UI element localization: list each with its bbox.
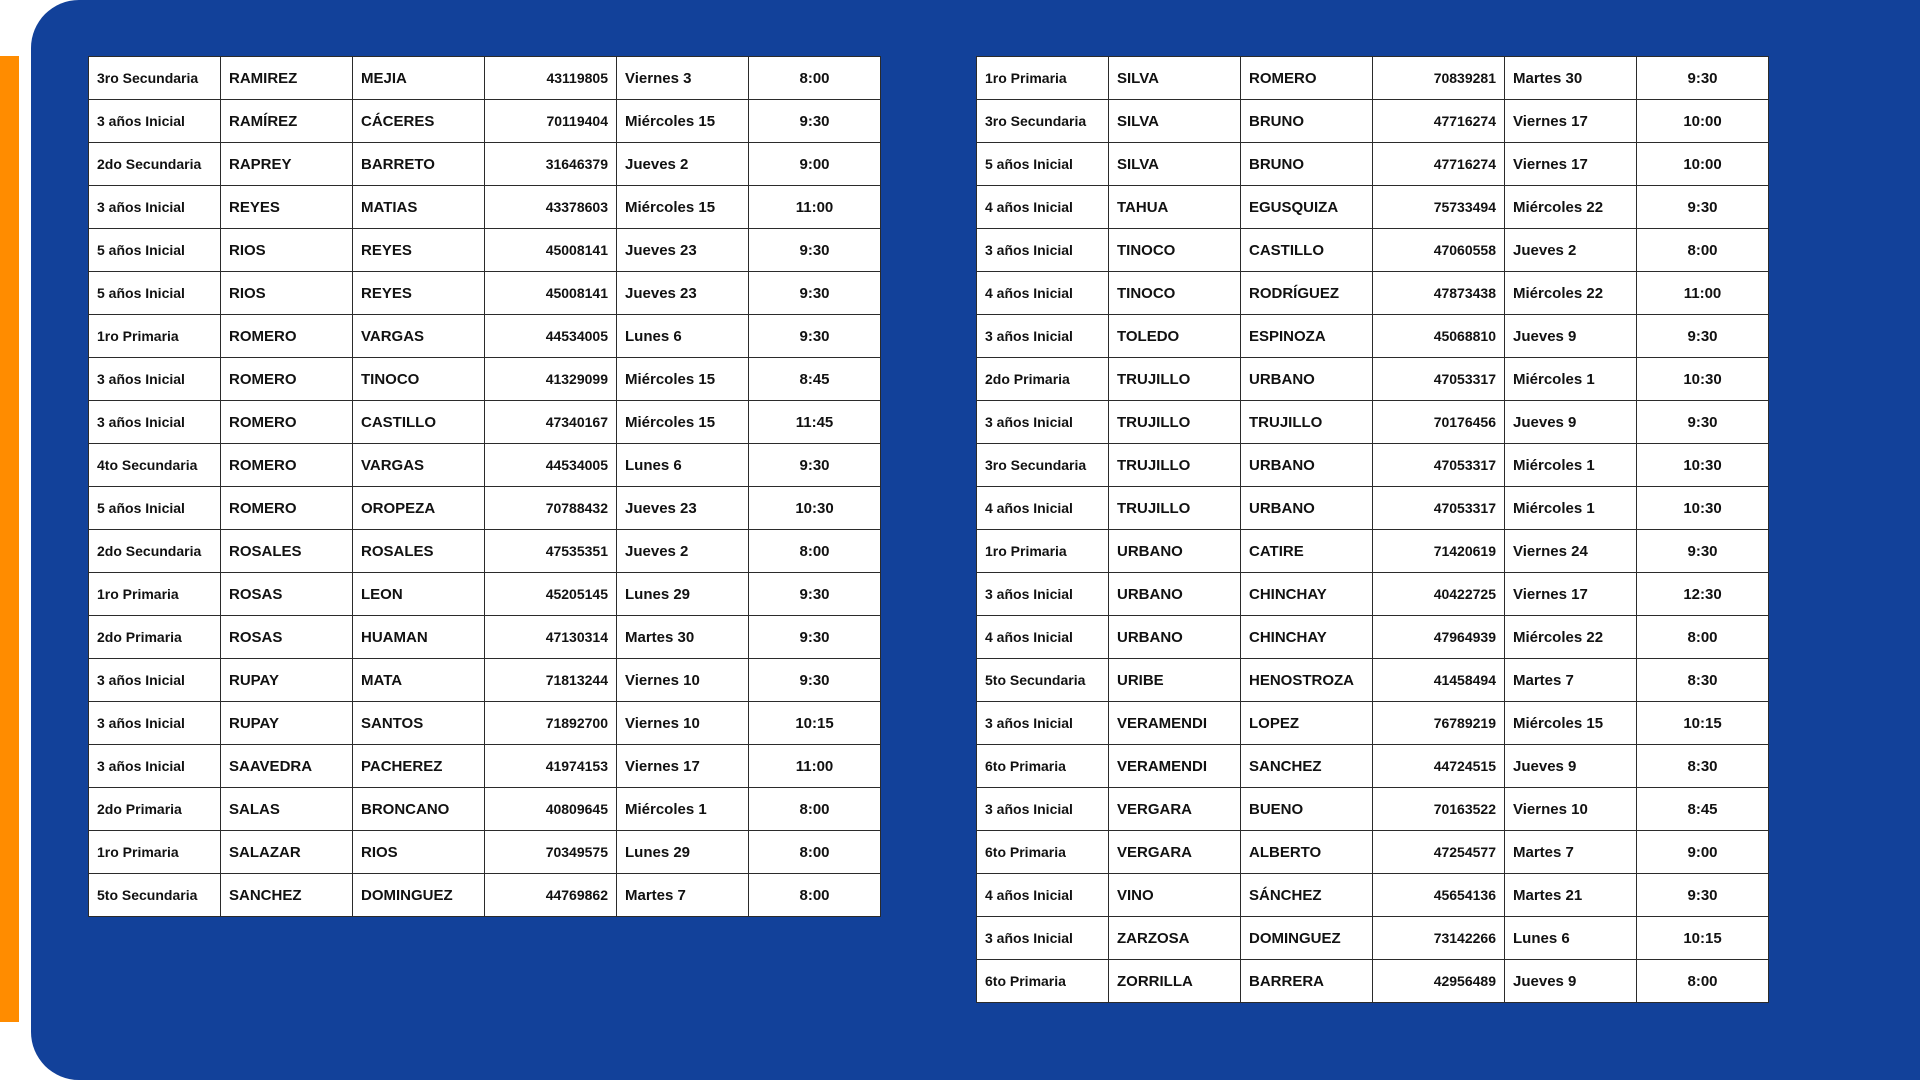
day-cell: Viernes 17 — [1505, 573, 1637, 616]
dni-cell: 47716274 — [1373, 100, 1505, 143]
day-cell: Lunes 29 — [617, 831, 749, 874]
day-cell: Martes 30 — [617, 616, 749, 659]
maternal-surname-cell: SANTOS — [353, 702, 485, 745]
time-cell: 8:00 — [749, 831, 881, 874]
dni-cell: 47053317 — [1373, 487, 1505, 530]
day-cell: Miércoles 1 — [1505, 444, 1637, 487]
paternal-surname-cell: ROSAS — [221, 573, 353, 616]
day-cell: Lunes 6 — [617, 315, 749, 358]
dni-cell: 31646379 — [485, 143, 617, 186]
table-body-left — [89, 57, 881, 917]
paternal-surname-cell: ROSAS — [221, 616, 353, 659]
grade-cell: 3ro Secundaria — [89, 57, 221, 100]
accent-bar — [0, 56, 19, 1022]
grade-cell: 1ro Primaria — [89, 573, 221, 616]
table-row — [89, 57, 881, 100]
schedule-table-left — [88, 56, 881, 917]
grade-cell: 3 años Inicial — [89, 659, 221, 702]
maternal-surname-cell: CHINCHAY — [1241, 616, 1373, 659]
time-cell: 9:30 — [1637, 186, 1769, 229]
maternal-surname-cell: REYES — [353, 229, 485, 272]
grade-cell: 2do Primaria — [977, 358, 1109, 401]
table-row — [977, 616, 1769, 659]
dni-cell: 45654136 — [1373, 874, 1505, 917]
paternal-surname-cell: URBANO — [1109, 530, 1241, 573]
day-cell: Jueves 9 — [1505, 315, 1637, 358]
time-cell: 10:15 — [1637, 702, 1769, 745]
table-row — [977, 315, 1769, 358]
dni-cell: 45008141 — [485, 229, 617, 272]
time-cell: 11:45 — [749, 401, 881, 444]
day-cell: Martes 7 — [1505, 831, 1637, 874]
paternal-surname-cell: SILVA — [1109, 143, 1241, 186]
maternal-surname-cell: LEON — [353, 573, 485, 616]
dni-cell: 76789219 — [1373, 702, 1505, 745]
time-cell: 8:00 — [1637, 616, 1769, 659]
maternal-surname-cell: BARRERA — [1241, 960, 1373, 1003]
paternal-surname-cell: TAHUA — [1109, 186, 1241, 229]
grade-cell: 3 años Inicial — [89, 745, 221, 788]
table-row — [977, 272, 1769, 315]
dni-cell: 44769862 — [485, 874, 617, 917]
day-cell: Lunes 29 — [617, 573, 749, 616]
maternal-surname-cell: HUAMAN — [353, 616, 485, 659]
table-body-right — [977, 57, 1769, 1003]
table-row — [89, 573, 881, 616]
maternal-surname-cell: URBANO — [1241, 358, 1373, 401]
time-cell: 9:30 — [749, 272, 881, 315]
table-row — [89, 530, 881, 573]
table-row — [89, 444, 881, 487]
time-cell: 11:00 — [1637, 272, 1769, 315]
maternal-surname-cell: BRUNO — [1241, 100, 1373, 143]
paternal-surname-cell: TOLEDO — [1109, 315, 1241, 358]
dni-cell: 70119404 — [485, 100, 617, 143]
time-cell: 8:00 — [1637, 960, 1769, 1003]
maternal-surname-cell: DOMINGUEZ — [353, 874, 485, 917]
table-row — [977, 401, 1769, 444]
day-cell: Martes 7 — [617, 874, 749, 917]
maternal-surname-cell: SÁNCHEZ — [1241, 874, 1373, 917]
paternal-surname-cell: ROMERO — [221, 358, 353, 401]
paternal-surname-cell: ZORRILLA — [1109, 960, 1241, 1003]
grade-cell: 3 años Inicial — [89, 702, 221, 745]
day-cell: Jueves 23 — [617, 487, 749, 530]
grade-cell: 3 años Inicial — [89, 358, 221, 401]
day-cell: Miércoles 22 — [1505, 616, 1637, 659]
grade-cell: 3 años Inicial — [977, 401, 1109, 444]
table-row — [89, 702, 881, 745]
table-row — [977, 57, 1769, 100]
dni-cell: 70163522 — [1373, 788, 1505, 831]
time-cell: 8:00 — [1637, 229, 1769, 272]
time-cell: 10:00 — [1637, 100, 1769, 143]
table-row — [977, 358, 1769, 401]
maternal-surname-cell: CATIRE — [1241, 530, 1373, 573]
day-cell: Miércoles 15 — [617, 186, 749, 229]
day-cell: Jueves 9 — [1505, 960, 1637, 1003]
paternal-surname-cell: VINO — [1109, 874, 1241, 917]
time-cell: 8:00 — [749, 874, 881, 917]
paternal-surname-cell: RAPREY — [221, 143, 353, 186]
maternal-surname-cell: VARGAS — [353, 315, 485, 358]
day-cell: Jueves 2 — [617, 530, 749, 573]
dni-cell: 40422725 — [1373, 573, 1505, 616]
paternal-surname-cell: REYES — [221, 186, 353, 229]
paternal-surname-cell: RUPAY — [221, 659, 353, 702]
grade-cell: 3 años Inicial — [977, 229, 1109, 272]
maternal-surname-cell: ESPINOZA — [1241, 315, 1373, 358]
grade-cell: 3 años Inicial — [977, 315, 1109, 358]
grade-cell: 4 años Inicial — [977, 272, 1109, 315]
time-cell: 9:30 — [749, 444, 881, 487]
grade-cell: 2do Secundaria — [89, 143, 221, 186]
dni-cell: 70839281 — [1373, 57, 1505, 100]
table-row — [89, 272, 881, 315]
day-cell: Miércoles 15 — [617, 100, 749, 143]
paternal-surname-cell: SALAZAR — [221, 831, 353, 874]
maternal-surname-cell: TINOCO — [353, 358, 485, 401]
maternal-surname-cell: BARRETO — [353, 143, 485, 186]
dni-cell: 71420619 — [1373, 530, 1505, 573]
paternal-surname-cell: URBANO — [1109, 616, 1241, 659]
paternal-surname-cell: ROMERO — [221, 315, 353, 358]
time-cell: 9:00 — [1637, 831, 1769, 874]
time-cell: 10:00 — [1637, 143, 1769, 186]
grade-cell: 4 años Inicial — [977, 186, 1109, 229]
grade-cell: 5 años Inicial — [977, 143, 1109, 186]
day-cell: Jueves 2 — [1505, 229, 1637, 272]
grade-cell: 4 años Inicial — [977, 616, 1109, 659]
time-cell: 9:30 — [1637, 401, 1769, 444]
table-row — [977, 573, 1769, 616]
table-row — [89, 487, 881, 530]
time-cell: 11:00 — [749, 186, 881, 229]
dni-cell: 70349575 — [485, 831, 617, 874]
paternal-surname-cell: ROMERO — [221, 444, 353, 487]
maternal-surname-cell: MATIAS — [353, 186, 485, 229]
grade-cell: 3ro Secundaria — [977, 444, 1109, 487]
grade-cell: 3 años Inicial — [977, 788, 1109, 831]
time-cell: 10:15 — [1637, 917, 1769, 960]
dni-cell: 45068810 — [1373, 315, 1505, 358]
dni-cell: 42956489 — [1373, 960, 1505, 1003]
dni-cell: 41329099 — [485, 358, 617, 401]
grade-cell: 5to Secundaria — [89, 874, 221, 917]
grade-cell: 4 años Inicial — [977, 487, 1109, 530]
dni-cell: 71813244 — [485, 659, 617, 702]
table-row — [977, 659, 1769, 702]
paternal-surname-cell: ZARZOSA — [1109, 917, 1241, 960]
day-cell: Jueves 9 — [1505, 401, 1637, 444]
grade-cell: 5 años Inicial — [89, 229, 221, 272]
day-cell: Viernes 17 — [1505, 100, 1637, 143]
grade-cell: 6to Primaria — [977, 745, 1109, 788]
time-cell: 8:30 — [1637, 745, 1769, 788]
maternal-surname-cell: HENOSTROZA — [1241, 659, 1373, 702]
maternal-surname-cell: CÁCERES — [353, 100, 485, 143]
table-row — [977, 788, 1769, 831]
dni-cell: 44724515 — [1373, 745, 1505, 788]
day-cell: Miércoles 1 — [1505, 487, 1637, 530]
day-cell: Martes 7 — [1505, 659, 1637, 702]
time-cell: 10:15 — [749, 702, 881, 745]
paternal-surname-cell: ROMERO — [221, 401, 353, 444]
grade-cell: 3 años Inicial — [89, 401, 221, 444]
time-cell: 9:30 — [1637, 315, 1769, 358]
time-cell: 11:00 — [749, 745, 881, 788]
maternal-surname-cell: BRUNO — [1241, 143, 1373, 186]
day-cell: Miércoles 22 — [1505, 272, 1637, 315]
day-cell: Viernes 3 — [617, 57, 749, 100]
maternal-surname-cell: SANCHEZ — [1241, 745, 1373, 788]
paternal-surname-cell: SANCHEZ — [221, 874, 353, 917]
time-cell: 12:30 — [1637, 573, 1769, 616]
paternal-surname-cell: RIOS — [221, 229, 353, 272]
table-row — [89, 143, 881, 186]
maternal-surname-cell: EGUSQUIZA — [1241, 186, 1373, 229]
paternal-surname-cell: SILVA — [1109, 100, 1241, 143]
day-cell: Jueves 23 — [617, 229, 749, 272]
paternal-surname-cell: VERAMENDI — [1109, 745, 1241, 788]
table-row — [89, 358, 881, 401]
maternal-surname-cell: MEJIA — [353, 57, 485, 100]
table-row — [89, 874, 881, 917]
table-row — [89, 229, 881, 272]
table-row — [977, 960, 1769, 1003]
day-cell: Viernes 10 — [617, 702, 749, 745]
maternal-surname-cell: URBANO — [1241, 444, 1373, 487]
grade-cell: 4to Secundaria — [89, 444, 221, 487]
table-row — [89, 616, 881, 659]
time-cell: 9:30 — [749, 616, 881, 659]
dni-cell: 41458494 — [1373, 659, 1505, 702]
dni-cell: 75733494 — [1373, 186, 1505, 229]
dni-cell: 47053317 — [1373, 358, 1505, 401]
time-cell: 9:30 — [1637, 57, 1769, 100]
grade-cell: 6to Primaria — [977, 960, 1109, 1003]
time-cell: 10:30 — [1637, 358, 1769, 401]
grade-cell: 2do Primaria — [89, 616, 221, 659]
table-row — [977, 487, 1769, 530]
day-cell: Miércoles 15 — [617, 358, 749, 401]
time-cell: 10:30 — [749, 487, 881, 530]
time-cell: 9:30 — [749, 100, 881, 143]
paternal-surname-cell: URBANO — [1109, 573, 1241, 616]
table-row — [977, 530, 1769, 573]
grade-cell: 3 años Inicial — [977, 573, 1109, 616]
grade-cell: 3 años Inicial — [977, 702, 1109, 745]
table-row — [89, 745, 881, 788]
dni-cell: 44534005 — [485, 444, 617, 487]
dni-cell: 47053317 — [1373, 444, 1505, 487]
table-row — [977, 702, 1769, 745]
paternal-surname-cell: VERGARA — [1109, 788, 1241, 831]
day-cell: Lunes 6 — [1505, 917, 1637, 960]
paternal-surname-cell: TRUJILLO — [1109, 487, 1241, 530]
maternal-surname-cell: RODRÍGUEZ — [1241, 272, 1373, 315]
day-cell: Miércoles 1 — [617, 788, 749, 831]
day-cell: Miércoles 22 — [1505, 186, 1637, 229]
grade-cell: 3 años Inicial — [89, 100, 221, 143]
maternal-surname-cell: LOPEZ — [1241, 702, 1373, 745]
schedule-table-right — [976, 56, 1769, 1003]
paternal-surname-cell: SILVA — [1109, 57, 1241, 100]
dni-cell: 47964939 — [1373, 616, 1505, 659]
day-cell: Jueves 9 — [1505, 745, 1637, 788]
maternal-surname-cell: ALBERTO — [1241, 831, 1373, 874]
table-row — [89, 186, 881, 229]
maternal-surname-cell: VARGAS — [353, 444, 485, 487]
dni-cell: 47716274 — [1373, 143, 1505, 186]
day-cell: Miércoles 15 — [617, 401, 749, 444]
time-cell: 9:30 — [749, 659, 881, 702]
table-row — [977, 186, 1769, 229]
paternal-surname-cell: ROSALES — [221, 530, 353, 573]
time-cell: 8:45 — [1637, 788, 1769, 831]
table-row — [977, 229, 1769, 272]
time-cell: 9:00 — [749, 143, 881, 186]
table-row — [977, 100, 1769, 143]
paternal-surname-cell: TINOCO — [1109, 229, 1241, 272]
time-cell: 9:30 — [1637, 530, 1769, 573]
dni-cell: 47535351 — [485, 530, 617, 573]
maternal-surname-cell: BUENO — [1241, 788, 1373, 831]
maternal-surname-cell: BRONCANO — [353, 788, 485, 831]
day-cell: Martes 21 — [1505, 874, 1637, 917]
paternal-surname-cell: RUPAY — [221, 702, 353, 745]
table-row — [89, 831, 881, 874]
dni-cell: 45205145 — [485, 573, 617, 616]
day-cell: Viernes 17 — [617, 745, 749, 788]
dni-cell: 73142266 — [1373, 917, 1505, 960]
dni-cell: 47060558 — [1373, 229, 1505, 272]
day-cell: Lunes 6 — [617, 444, 749, 487]
time-cell: 9:30 — [749, 573, 881, 616]
time-cell: 8:45 — [749, 358, 881, 401]
maternal-surname-cell: REYES — [353, 272, 485, 315]
grade-cell: 1ro Primaria — [89, 831, 221, 874]
grade-cell: 1ro Primaria — [977, 57, 1109, 100]
maternal-surname-cell: ROSALES — [353, 530, 485, 573]
dni-cell: 47130314 — [485, 616, 617, 659]
grade-cell: 1ro Primaria — [89, 315, 221, 358]
dni-cell: 70788432 — [485, 487, 617, 530]
time-cell: 10:30 — [1637, 487, 1769, 530]
grade-cell: 3 años Inicial — [89, 186, 221, 229]
table-row — [89, 315, 881, 358]
paternal-surname-cell: ROMERO — [221, 487, 353, 530]
grade-cell: 6to Primaria — [977, 831, 1109, 874]
table-row — [977, 874, 1769, 917]
dni-cell: 43119805 — [485, 57, 617, 100]
day-cell: Martes 30 — [1505, 57, 1637, 100]
time-cell: 8:30 — [1637, 659, 1769, 702]
dni-cell: 71892700 — [485, 702, 617, 745]
dni-cell: 40809645 — [485, 788, 617, 831]
grade-cell: 3 años Inicial — [977, 917, 1109, 960]
paternal-surname-cell: VERGARA — [1109, 831, 1241, 874]
dni-cell: 45008141 — [485, 272, 617, 315]
dni-cell: 44534005 — [485, 315, 617, 358]
table-row — [89, 401, 881, 444]
day-cell: Miércoles 15 — [1505, 702, 1637, 745]
time-cell: 8:00 — [749, 530, 881, 573]
time-cell: 8:00 — [749, 788, 881, 831]
maternal-surname-cell: RIOS — [353, 831, 485, 874]
maternal-surname-cell: URBANO — [1241, 487, 1373, 530]
grade-cell: 5 años Inicial — [89, 272, 221, 315]
maternal-surname-cell: MATA — [353, 659, 485, 702]
day-cell: Jueves 2 — [617, 143, 749, 186]
paternal-surname-cell: TINOCO — [1109, 272, 1241, 315]
day-cell: Miércoles 1 — [1505, 358, 1637, 401]
dni-cell: 70176456 — [1373, 401, 1505, 444]
maternal-surname-cell: OROPEZA — [353, 487, 485, 530]
day-cell: Viernes 10 — [1505, 788, 1637, 831]
table-row — [977, 143, 1769, 186]
paternal-surname-cell: URIBE — [1109, 659, 1241, 702]
paternal-surname-cell: SALAS — [221, 788, 353, 831]
day-cell: Viernes 10 — [617, 659, 749, 702]
paternal-surname-cell: TRUJILLO — [1109, 444, 1241, 487]
dni-cell: 43378603 — [485, 186, 617, 229]
table-row — [977, 831, 1769, 874]
grade-cell: 1ro Primaria — [977, 530, 1109, 573]
maternal-surname-cell: TRUJILLO — [1241, 401, 1373, 444]
grade-cell: 2do Primaria — [89, 788, 221, 831]
paternal-surname-cell: RAMIREZ — [221, 57, 353, 100]
grade-cell: 4 años Inicial — [977, 874, 1109, 917]
day-cell: Viernes 24 — [1505, 530, 1637, 573]
paternal-surname-cell: TRUJILLO — [1109, 358, 1241, 401]
grade-cell: 5 años Inicial — [89, 487, 221, 530]
grade-cell: 3ro Secundaria — [977, 100, 1109, 143]
time-cell: 10:30 — [1637, 444, 1769, 487]
grade-cell: 2do Secundaria — [89, 530, 221, 573]
time-cell: 9:30 — [749, 315, 881, 358]
time-cell: 8:00 — [749, 57, 881, 100]
maternal-surname-cell: CASTILLO — [353, 401, 485, 444]
day-cell: Viernes 17 — [1505, 143, 1637, 186]
dni-cell: 47873438 — [1373, 272, 1505, 315]
table-row — [977, 745, 1769, 788]
table-row — [89, 659, 881, 702]
paternal-surname-cell: RIOS — [221, 272, 353, 315]
time-cell: 9:30 — [749, 229, 881, 272]
dni-cell: 41974153 — [485, 745, 617, 788]
maternal-surname-cell: CASTILLO — [1241, 229, 1373, 272]
maternal-surname-cell: CHINCHAY — [1241, 573, 1373, 616]
table-row — [89, 100, 881, 143]
paternal-surname-cell: RAMÍREZ — [221, 100, 353, 143]
paternal-surname-cell: SAAVEDRA — [221, 745, 353, 788]
paternal-surname-cell: TRUJILLO — [1109, 401, 1241, 444]
day-cell: Jueves 23 — [617, 272, 749, 315]
maternal-surname-cell: PACHEREZ — [353, 745, 485, 788]
maternal-surname-cell: ROMERO — [1241, 57, 1373, 100]
dni-cell: 47254577 — [1373, 831, 1505, 874]
paternal-surname-cell: VERAMENDI — [1109, 702, 1241, 745]
table-row — [89, 788, 881, 831]
time-cell: 9:30 — [1637, 874, 1769, 917]
maternal-surname-cell: DOMINGUEZ — [1241, 917, 1373, 960]
grade-cell: 5to Secundaria — [977, 659, 1109, 702]
dni-cell: 47340167 — [485, 401, 617, 444]
table-row — [977, 444, 1769, 487]
table-row — [977, 917, 1769, 960]
